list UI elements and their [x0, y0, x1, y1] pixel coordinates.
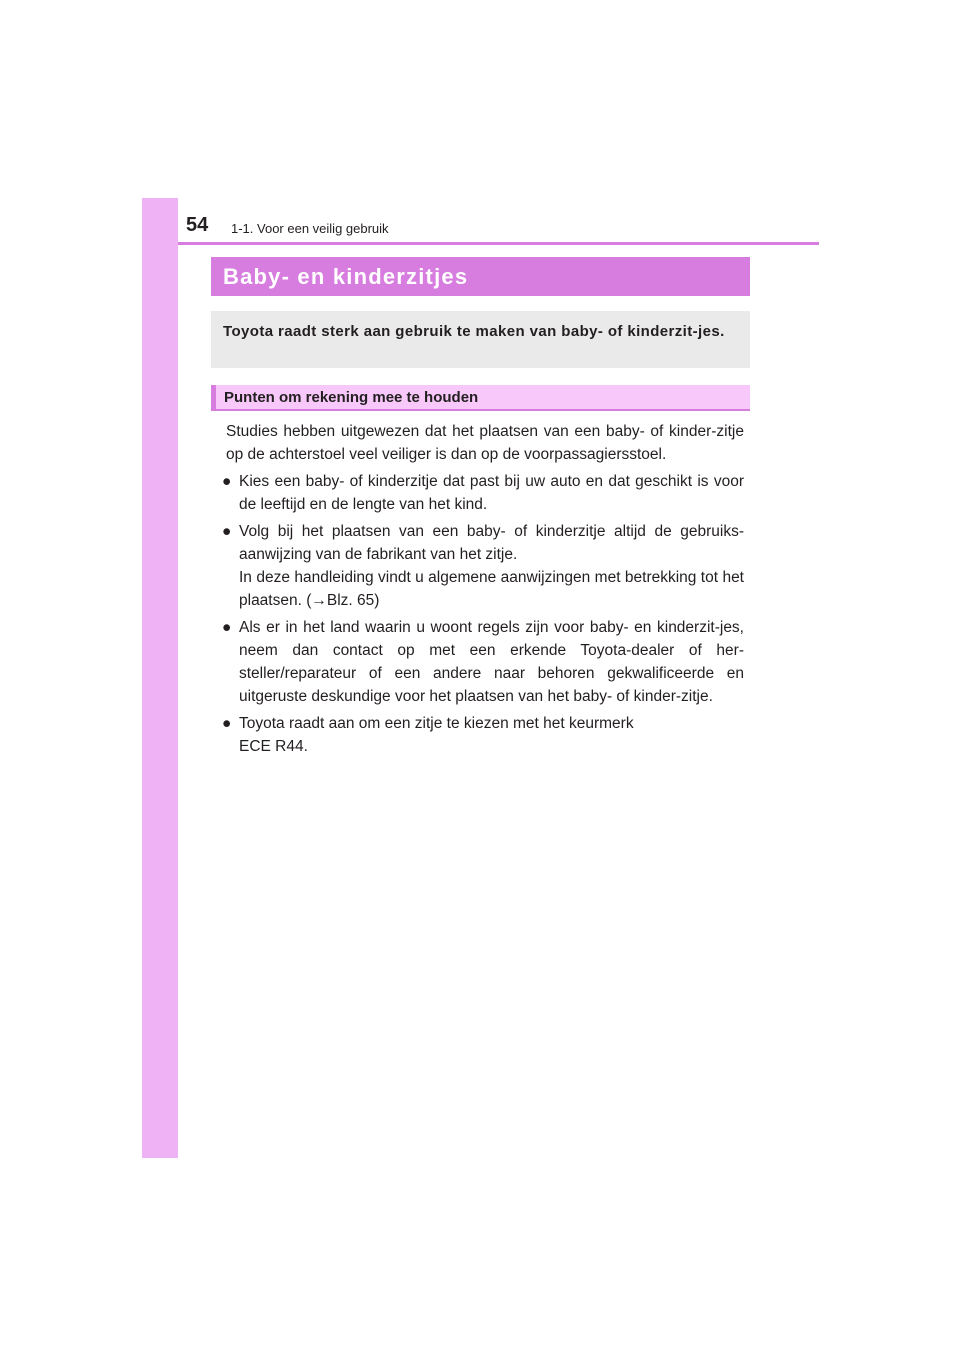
- intro-paragraph: Studies hebben uitgewezen dat het plaatsen van een baby- of kinder-zitje op de achterstoel veel veiliger is dan op de voorpassagiersstoel.: [226, 423, 744, 463]
- bullet-icon: ●: [222, 715, 232, 732]
- bullet-text-continued: In deze handleiding vindt u algemene aanwijzingen met betrekking tot het plaatsen. (→Blz. 65): [239, 569, 744, 609]
- bullet-text: Toyota raadt aan om een zitje te kiezen met het keurmerk: [239, 715, 634, 732]
- side-band: [142, 198, 178, 1158]
- bullet-icon: ●: [222, 473, 232, 490]
- subheading-text: Punten om rekening mee te houden: [224, 389, 479, 406]
- intro-text: Toyota raadt sterk aan gebruik te maken van baby- of kinderzit-jes.: [223, 323, 725, 340]
- bullet-text: Als er in het land waarin u woont regels zijn voor baby- en kinderzit-jes, neem dan contact op met een erkende Toyota-dealer of her-steller/reparateur of een andere naar behoren gekwalificeerde en uitgeruste deskundige voor het plaatsen van het baby- of kinder-zitje.: [239, 619, 744, 705]
- page-title: Baby- en kinderzitjes: [223, 263, 469, 289]
- section-reference: 1-1. Voor een veilig gebruik: [231, 221, 389, 236]
- list-item: [222, 520, 744, 612]
- body-content: [222, 420, 744, 762]
- bullet-text: Kies een baby- of kinderzitje dat past bij uw auto en dat geschikt is voor de leeftijd en de lengte van het kind.: [239, 473, 744, 513]
- list-item: [222, 470, 744, 516]
- page-number: 54: [186, 214, 209, 236]
- header-rule: [178, 242, 819, 245]
- intro-box: [211, 311, 750, 368]
- bullet-list: [222, 470, 744, 758]
- bullet-icon: ●: [222, 523, 232, 540]
- subheading: [211, 385, 750, 411]
- bullet-text-continued: ECE R44.: [239, 738, 308, 755]
- list-item: [222, 712, 744, 758]
- bullet-text: Volg bij het plaatsen van een baby- of kinderzitje altijd de gebruiks-aanwijzing van de fabrikant van het zitje.: [239, 523, 744, 563]
- title-bar: [211, 257, 750, 296]
- list-item: [222, 616, 744, 708]
- bullet-icon: ●: [222, 619, 232, 636]
